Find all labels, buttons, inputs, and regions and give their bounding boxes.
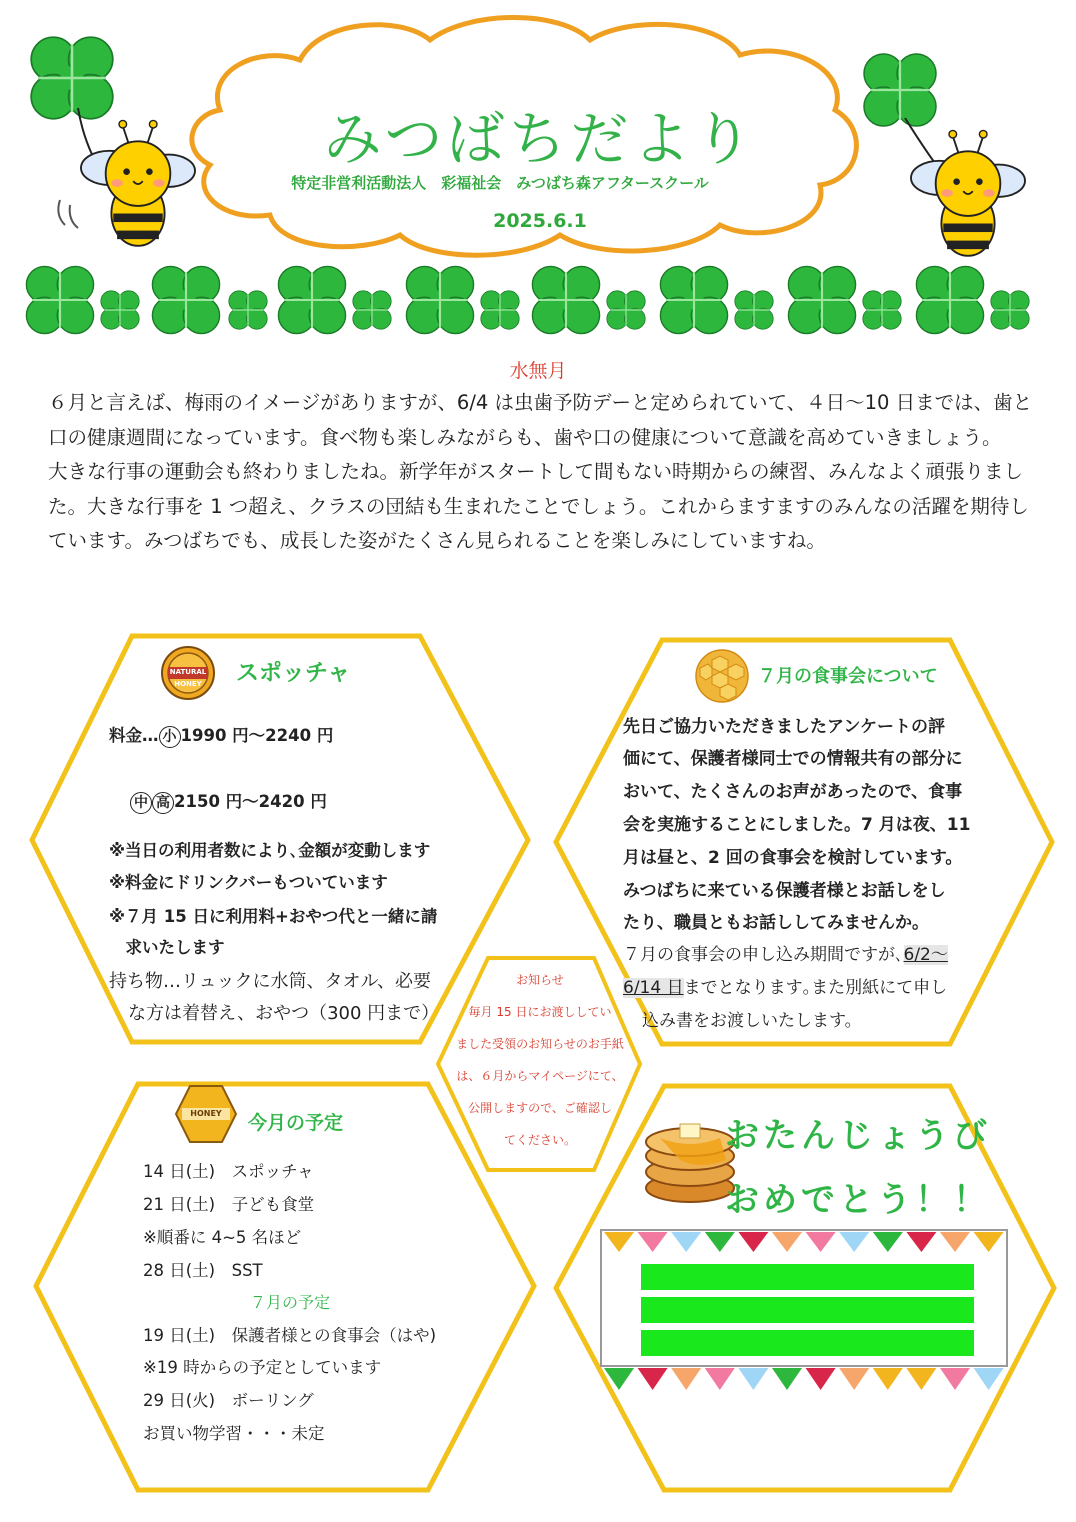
elementary-mark: 小	[159, 726, 181, 748]
birthday-line-2: おめでとう！！	[725, 1180, 991, 1220]
dinner-line-3: おいて、たくさんのお声があったので、食事	[623, 782, 963, 802]
spoccha-note-2: ※料金にドリンクバーもついています	[109, 873, 388, 892]
dinner-title: ７月の食事会について	[758, 666, 938, 687]
dinner-line-7: たり、職員ともお話ししてみませんか。	[623, 913, 929, 933]
bunting-flag-bottom	[839, 1368, 869, 1390]
name-bar-2	[641, 1297, 974, 1323]
dinner-line-1: 先日ご協力いただきましたアンケートの評	[623, 717, 945, 737]
dinner-line-4: 会を実施することにしました。7 月は夜、11	[623, 815, 971, 835]
next-item-1: 19 日(土) 保護者様との食事会（はや)	[143, 1326, 437, 1345]
notice-line-4: 公開しますので、ご確認し	[468, 1101, 612, 1115]
issue-date: 2025.6.1	[493, 210, 587, 232]
newsletter-title: みつばちだより	[323, 105, 757, 173]
dinner-period-line	[623, 940, 948, 965]
dinner-line-6: みつばちに来ている保護者様とお話しをし	[623, 881, 946, 901]
spoccha-note-1: ※当日の利用者数により､金額が変動します	[109, 841, 431, 860]
schedule-title: 今月の予定	[248, 1112, 344, 1134]
organization-name: 特定非営利活動法人 彩福祉会 みつばち森アフタースクール	[291, 174, 709, 192]
spoccha-price-secondary	[130, 788, 327, 814]
next-month-title: ７月の予定	[250, 1293, 331, 1312]
intro-paragraph-2: 大きな行事の運動会も終わりましたね。新学年がスタートして間もない時期からの練習、みんなよく頑張りました。大きな行事を 1 つ超え、クラスの団結も生まれたことでしょう。これからますますのみんなの活躍を期待しています。みつばちでも、成長した姿がたくさん見られることを楽しみにしていますね。	[48, 460, 1029, 552]
notice-line-1: 毎月 15 日にお渡ししてい	[468, 1005, 612, 1019]
name-bar-1	[641, 1264, 974, 1290]
spoccha-price-elementary	[109, 722, 333, 748]
bunting-flag-bottom	[940, 1368, 970, 1390]
bunting-flag-bottom	[772, 1368, 802, 1390]
junior-high-mark: 中	[130, 792, 152, 814]
dinner-line-5: 月は昼と、2 回の食事会を検討しています。	[623, 848, 963, 868]
month-heading: 水無月	[509, 360, 567, 382]
high-school-mark: 高	[152, 792, 174, 814]
next-item-4: お買い物学習・・・未定	[143, 1424, 325, 1443]
schedule-item-1: 14 日(土) スポッチャ	[143, 1162, 314, 1181]
bunting-flag-bottom	[671, 1368, 701, 1390]
bunting-flag-bottom	[974, 1368, 1004, 1390]
spoccha-note-4: 求いたします	[109, 938, 225, 957]
period-start: 6/2～	[903, 945, 948, 965]
next-item-2: ※19 時からの予定としています	[143, 1358, 382, 1377]
period-prefix: ７月の食事会の申し込み期間ですが､	[623, 945, 904, 965]
birthday-line-1: おたんじょうび	[725, 1116, 991, 1156]
period-end: 6/14 日	[623, 978, 684, 998]
dinner-line-2: 価にて、保護者様同士での情報共有の部分に	[623, 749, 963, 769]
notice-line-3: は、６月からマイページにて、	[456, 1069, 624, 1083]
price-secondary-value: 2150 円～2420 円	[174, 792, 327, 811]
dinner-last-line: 込み書をお渡しいたします。	[642, 1011, 862, 1031]
dinner-period-line-2	[623, 973, 947, 998]
bunting-flag-bottom	[806, 1368, 836, 1390]
bunting-flag-bottom	[738, 1368, 768, 1390]
intro-text	[48, 386, 1038, 559]
notice-title: お知らせ	[516, 973, 564, 987]
next-item-3: 29 日(火) ボーリング	[143, 1391, 314, 1410]
honey-badge-icon: NATURAL HONEY	[169, 668, 207, 688]
bunting-flag-bottom	[906, 1368, 936, 1390]
notice-line-2: ました受領のお知らせのお手紙	[456, 1037, 624, 1051]
name-bar-3	[641, 1330, 974, 1356]
bunting-flag-bottom	[638, 1368, 668, 1390]
bunting-flag-bottom	[873, 1368, 903, 1390]
spoccha-note-3: ※７月 15 日に利用料+おやつ代と一緒に請	[109, 907, 438, 926]
price-prefix: 料金…	[109, 726, 159, 745]
spoccha-title: スポッチャ	[236, 660, 351, 686]
schedule-item-2: 21 日(土) 子ども食堂	[143, 1195, 315, 1214]
period-suffix: までとなります｡また別紙にて申し	[683, 978, 948, 998]
spoccha-belongings-1: 持ち物…リュックに水筒、タオル、必要	[109, 971, 432, 992]
schedule-item-3: ※順番に 4~5 名ほど	[143, 1228, 302, 1247]
spoccha-belongings-2: な方は着替え、おやつ（300 円まで）	[128, 1003, 440, 1024]
price-elementary-value: 1990 円～2240 円	[180, 726, 334, 745]
notice-box	[452, 964, 628, 1156]
intro-paragraph-1: ６月と言えば、梅雨のイメージがありますが、6/4 は虫歯予防デーと定められていて、４日～10 日までは、歯と口の健康週間になっています。食べ物も楽しみながらも、歯や口の健康について意識を高めていきましょう。	[48, 391, 1033, 449]
bunting-flag-bottom	[705, 1368, 735, 1390]
schedule-item-4: 28 日(土) SST	[143, 1261, 263, 1280]
honey-jar-icon: HONEY	[190, 1109, 222, 1118]
notice-line-5: てください。	[503, 1133, 576, 1147]
